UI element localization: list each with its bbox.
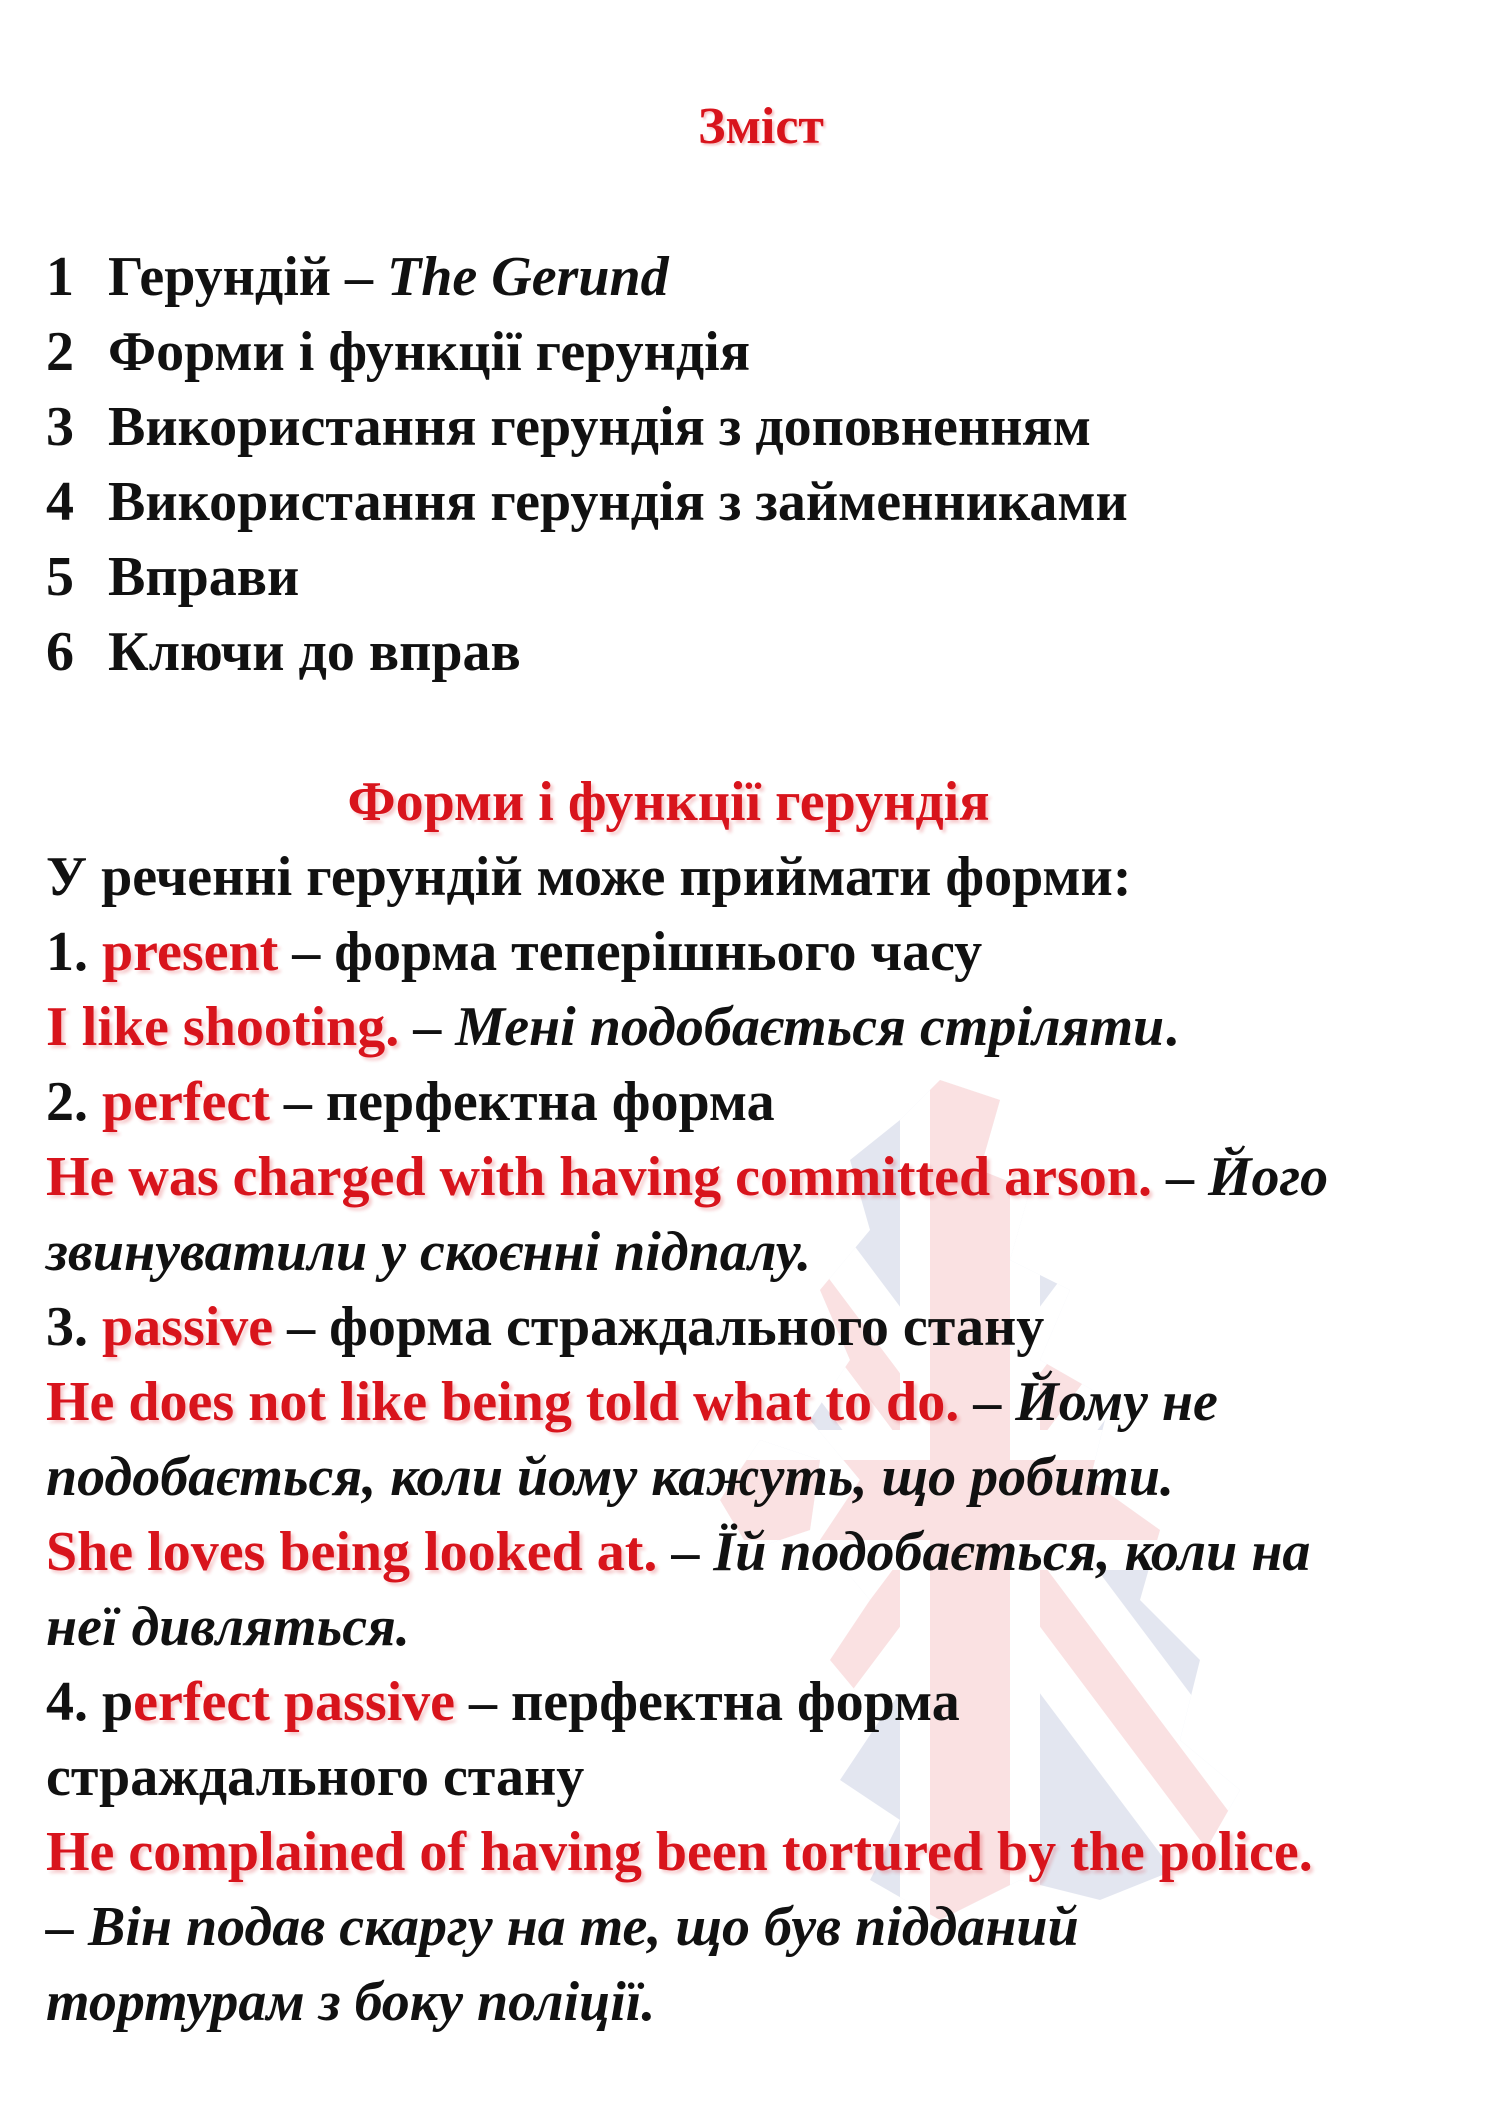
example-3-line bbox=[46, 1365, 1476, 1440]
form-1-line bbox=[46, 915, 1476, 990]
toc-item-4 bbox=[46, 465, 1128, 540]
toc-item-number: 1 bbox=[46, 246, 74, 308]
example-english: He was charged with having committed arson. bbox=[46, 1146, 1152, 1208]
example-separator: – bbox=[1151, 1146, 1208, 1208]
toc-item-number: 3 bbox=[46, 396, 74, 458]
toc-item-1 bbox=[46, 240, 1128, 315]
example-translation: Мені подобається стріляти bbox=[455, 996, 1165, 1058]
example-5-continuation: тортурам з боку поліції. bbox=[46, 1971, 656, 2033]
form-number: 3. bbox=[46, 1296, 102, 1358]
example-2-continuation: звинуватили у скоєнні підпалу. bbox=[46, 1221, 812, 1283]
form-term: present bbox=[102, 921, 279, 983]
toc-title: Зміст bbox=[698, 98, 824, 155]
example-separator: – bbox=[657, 1521, 714, 1583]
toc-item-label: Форми і функції герундія bbox=[108, 321, 751, 383]
toc-item-number: 5 bbox=[46, 546, 74, 608]
example-5-translation: – Він подав скаргу на те, що був підданий bbox=[46, 1896, 1079, 1958]
example-end: . bbox=[1164, 996, 1179, 1058]
example-translation: Його bbox=[1207, 1146, 1329, 1208]
toc-item-label: Герундій – bbox=[108, 246, 388, 308]
example-4-continuation: неї дивляться. bbox=[46, 1596, 410, 1658]
toc-item-number: 4 bbox=[46, 471, 74, 533]
toc-item-label: Використання герундія з доповненням bbox=[108, 396, 1091, 458]
example-5-english: He complained of having been tortured by the police. bbox=[46, 1821, 1313, 1883]
form-description: – перфектна форма bbox=[269, 1071, 775, 1133]
example-separator: – bbox=[399, 996, 456, 1058]
section-body bbox=[46, 840, 1476, 2040]
form-number: 4. bbox=[46, 1671, 102, 1733]
toc-item-number: 2 bbox=[46, 321, 74, 383]
example-translation: Йому не bbox=[1015, 1371, 1218, 1433]
form-term: erfect passive bbox=[133, 1671, 456, 1733]
form-3-line bbox=[46, 1290, 1476, 1365]
form-4-continuation: страждального стану bbox=[46, 1746, 585, 1808]
toc-item-2 bbox=[46, 315, 1128, 390]
toc-item-3 bbox=[46, 390, 1128, 465]
example-3-continuation: подобається, коли йому кажуть, що робити. bbox=[46, 1446, 1174, 1508]
form-description: – форма теперішнього часу bbox=[278, 921, 983, 983]
form-term: passive bbox=[102, 1296, 274, 1358]
example-translation: Їй подобається, коли на bbox=[713, 1521, 1311, 1583]
example-english: He does not like being told what to do. bbox=[46, 1371, 960, 1433]
form-term: perfect bbox=[102, 1071, 270, 1133]
toc-list bbox=[46, 240, 1128, 690]
toc-item-5 bbox=[46, 540, 1128, 615]
toc-item-label: Вправи bbox=[108, 546, 300, 608]
example-english: I like shooting. bbox=[46, 996, 400, 1058]
toc-item-number: 6 bbox=[46, 621, 74, 683]
form-2-line bbox=[46, 1065, 1476, 1140]
form-number: 2. bbox=[46, 1071, 102, 1133]
section-title: Форми і функції герундія bbox=[347, 771, 990, 833]
form-description: – форма страждального стану bbox=[273, 1296, 1045, 1358]
example-english: She loves being looked at. bbox=[46, 1521, 658, 1583]
toc-item-label: Ключи до вправ bbox=[108, 621, 521, 683]
form-term-first-letter: p bbox=[102, 1671, 134, 1733]
example-4-line bbox=[46, 1515, 1476, 1590]
example-1-line bbox=[46, 990, 1476, 1065]
intro-line: У реченні герундій може приймати форми: bbox=[46, 846, 1132, 908]
example-2-line bbox=[46, 1140, 1476, 1215]
form-number: 1. bbox=[46, 921, 102, 983]
example-separator: – bbox=[959, 1371, 1016, 1433]
toc-item-label-italic: The Gerund bbox=[387, 246, 669, 308]
toc-item-label: Використання герундія з займенниками bbox=[108, 471, 1128, 533]
form-description: – перфектна форма bbox=[455, 1671, 960, 1733]
toc-item-6 bbox=[46, 615, 1128, 690]
form-4-line bbox=[46, 1665, 1476, 1740]
